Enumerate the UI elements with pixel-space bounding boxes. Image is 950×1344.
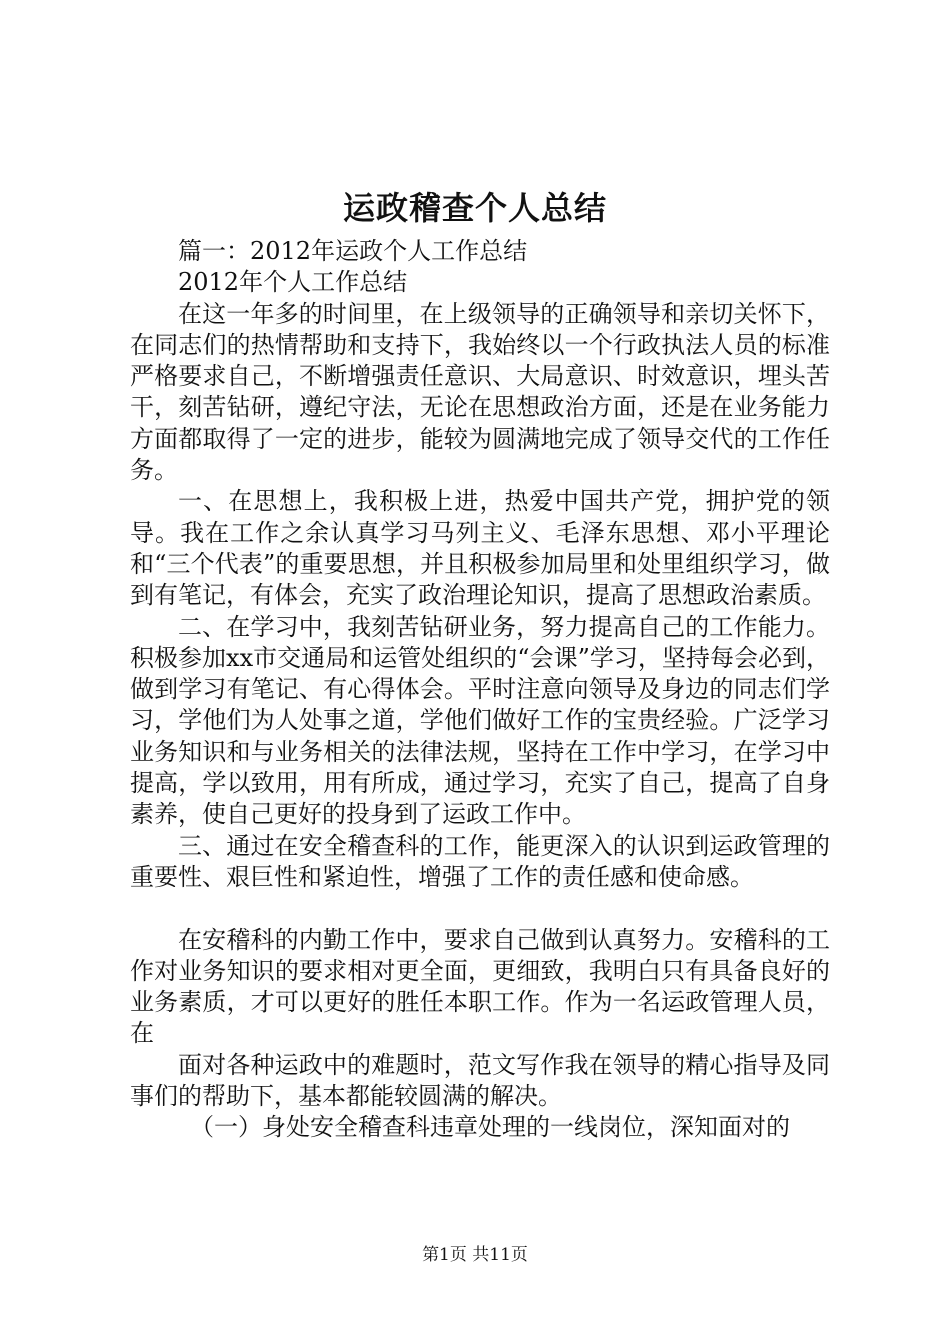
subheading: 2012年个人工作总结 [178,268,408,297]
document-body [130,236,830,1144]
paragraph-study: 二、在学习中，我刻苦钻研业务，努力提高自己的工作能力。积极参加xx市交通局和运管处组织的“会课”学习，坚持每会必到，做到学习有笔记、有心得体会。平时注意向领导及身边的同志们学习，学他们为人处事之道，学他们做好工作的宝贵经验。广泛学习业务知识和与业务相关的法律法规，坚持在工作中学习，在学习中提高，学以致用，用有所成，通过学习，充实了自己，提高了自身素养，使自己更好的投身到了运政工作中。 [130,612,830,829]
blank-line [130,893,830,924]
page-number: 第1页 共11页 [422,1245,528,1265]
paragraph-office: 在安稽科的内勤工作中，要求自己做到认真努力。安稽科的工作对业务知识的要求相对更全面，更细致，我明白只有具备良好的业务素质，才可以更好的胜任本职工作。作为一名运政管理人员，在 [130,925,830,1048]
paragraph-thought: 一、在思想上，我积极上进，热爱中国共产党，拥护党的领导。我在工作之余认真学习马列主义、毛泽东思想、邓小平理论和“三个代表”的重要思想，并且积极参加局里和处里组织学习，做到有笔记，有体会，充实了政治理论知识，提高了思想政治素质。 [130,487,830,610]
paragraph-problems: 面对各种运政中的难题时，范文写作我在领导的精心指导及同事们的帮助下，基本都能较圆满的解决。 [130,1050,830,1111]
document-title: 运政稽查个人总结 [342,189,607,227]
paragraph-item-1: （一）身处安全稽查科违章处理的一线岗位，深知面对的 [190,1113,790,1142]
paragraph-intro: 在这一年多的时间里，在上级领导的正确领导和亲切关怀下，在同志们的热情帮助和支持下，我始终以一个行政执法人员的标准严格要求自己，不断增强责任意识、大局意识、时效意识，埋头苦干，刻苦钻研，遵纪守法，无论在思想政治方面，还是在业务能力方面都取得了一定的进步，能较为圆满地完成了领导交代的工作任务。 [130,299,830,485]
paragraph-work: 三、通过在安全稽查科的工作，能更深入的认识到运政管理的重要性、艰巨性和紧迫性，增强了工作的责任感和使命感。 [130,831,830,891]
section-heading: 篇一：2012年运政个人工作总结 [178,237,528,265]
